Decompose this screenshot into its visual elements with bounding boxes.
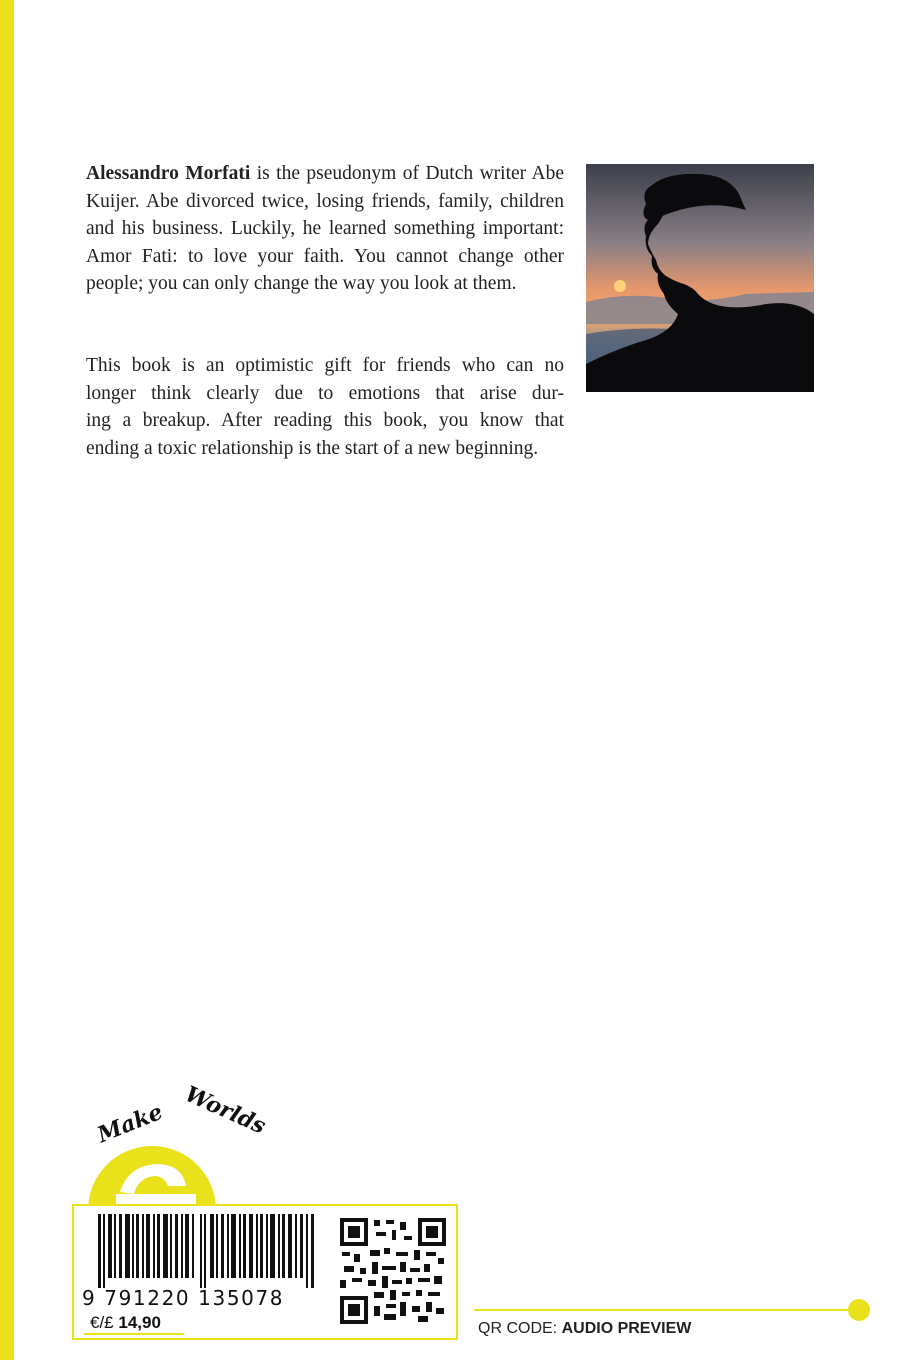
spine-accent-bar <box>0 0 14 1360</box>
svg-text:Make: Make <box>93 1098 167 1149</box>
description-line: This book is an optimistic gift for friends who can no <box>86 355 564 376</box>
qr-caption-prefix: QR CODE: <box>478 1320 558 1337</box>
book-description <box>86 352 606 462</box>
author-bio <box>86 160 564 298</box>
price-underline <box>84 1333 184 1335</box>
qr-code <box>340 1218 446 1324</box>
author-name: Alessandro Morfati <box>86 163 251 184</box>
svg-text:Worlds: Worlds <box>181 1082 270 1140</box>
description-line: ending a toxic relationship is the start of a new beginning. <box>86 437 539 459</box>
qr-pointer-line <box>474 1309 858 1311</box>
qr-caption <box>478 1320 691 1338</box>
price-currency: €/£ <box>90 1313 114 1332</box>
qr-pointer-dot <box>848 1299 870 1321</box>
description-line: longer think clearly due to emotions that arise dur- <box>86 382 564 404</box>
isbn-number: 9 791220 135078 <box>82 1286 285 1310</box>
author-photo <box>586 164 814 392</box>
price-label <box>90 1313 161 1333</box>
isbn-barcode <box>96 1214 320 1288</box>
qr-caption-main: AUDIO PREVIEW <box>561 1320 692 1337</box>
price-amount: 14,90 <box>118 1313 161 1332</box>
publisher-logo <box>72 1082 272 1212</box>
author-bio-text: is the pseudonym of Dutch writer Abe Kuijer. Abe divorced twice, losing friends, family, children and his business. Luckily, he learned something important: Amor Fati: to love your faith. You cannot change other people; you can only change the way you look at them. <box>86 163 564 295</box>
description-line: ing a breakup. After reading this book, you know that <box>86 410 564 432</box>
